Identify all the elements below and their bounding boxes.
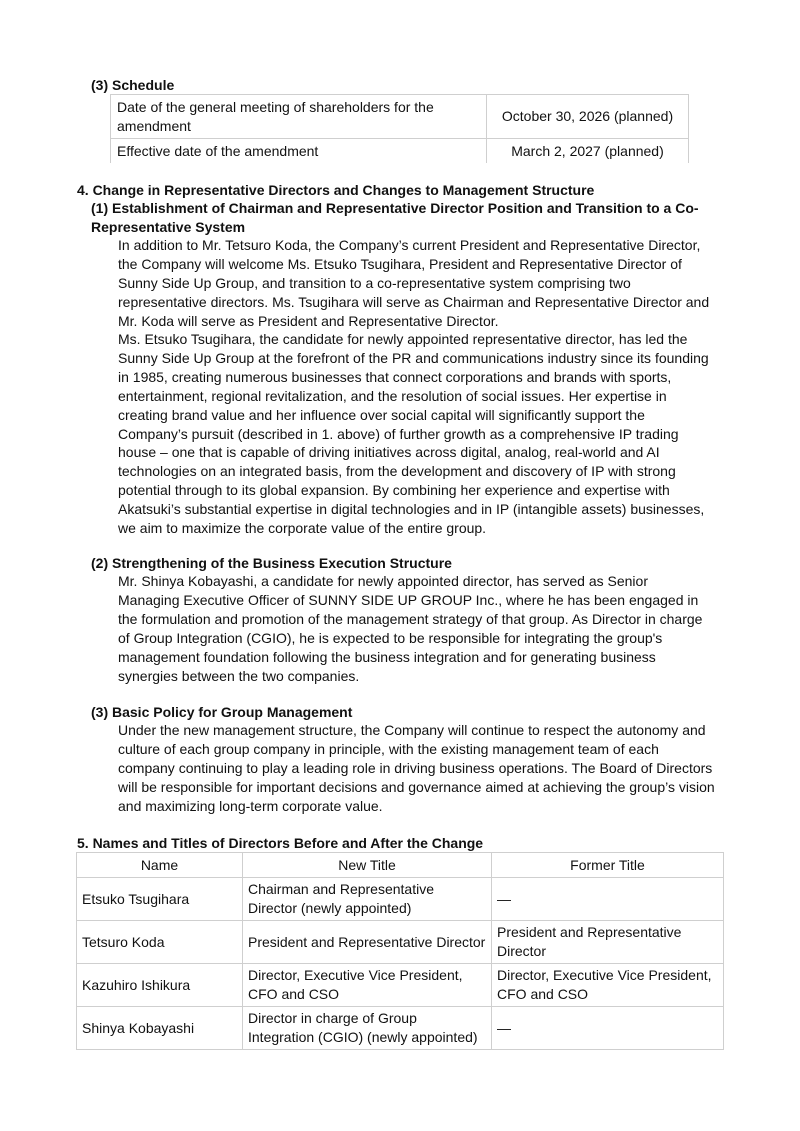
director-former-title: Director, Executive Vice President, CFO and CSO	[492, 964, 724, 1007]
director-new-title: President and Representative Director	[243, 921, 492, 964]
column-header-new-title: New Title	[243, 853, 492, 878]
director-new-title: Director in charge of Group Integration (CGIO) (newly appointed)	[243, 1007, 492, 1050]
subsection-2-heading: (2) Strengthening of the Business Execution Structure	[91, 555, 452, 571]
table-row	[77, 964, 724, 1007]
director-name: Etsuko Tsugihara	[77, 878, 243, 921]
director-former-title: —	[492, 878, 724, 921]
subsection-1-heading: (1) Establishment of Chairman and Representative Director Position and Transition to a Co-Representative System	[91, 200, 699, 235]
table-row	[111, 95, 689, 139]
table-row	[77, 921, 724, 964]
director-former-title: President and Representative Director	[492, 921, 724, 964]
section-4-heading: 4. Change in Representative Directors and Changes to Management Structure	[77, 182, 595, 198]
schedule-value: March 2, 2027 (planned)	[487, 139, 689, 164]
schedule-value: October 30, 2026 (planned)	[487, 95, 689, 139]
director-new-title: Director, Executive Vice President, CFO and CSO	[243, 964, 492, 1007]
director-name: Shinya Kobayashi	[77, 1007, 243, 1050]
directors-table	[76, 852, 724, 1050]
column-header-name: Name	[77, 853, 243, 878]
table-row	[77, 878, 724, 921]
paragraph-co-representative: In addition to Mr. Tetsuro Koda, the Company’s current President and Representative Director, the Company will welcome Ms. Etsuko Tsugihara, President and Representative Director of Sunny Side Up Group, and transition to a co-representative system comprising two representative directors. Ms. Tsugihara will serve as Chairman and Representative Director and Mr. Koda will serve as President and Representative Director.	[118, 237, 710, 329]
director-name: Kazuhiro Ishikura	[77, 964, 243, 1007]
schedule-label: Date of the general meeting of shareholders for the amendment	[111, 95, 487, 139]
paragraph-group-management: Under the new management structure, the Company will continue to respect the autonomy and culture of each group company in principle, with the existing management team of each company continuing to play a leading role in driving business operations. The Board of Directors will be responsible for important decisions and governance aimed at achieving the group’s vision and maximizing long-term corporate value.	[118, 722, 715, 814]
section-5-heading: 5. Names and Titles of Directors Before and After the Change	[77, 835, 484, 851]
table-row	[77, 1007, 724, 1050]
schedule-heading: (3) Schedule	[91, 77, 175, 93]
schedule-table	[110, 94, 689, 163]
subsection-3-heading: (3) Basic Policy for Group Management	[91, 704, 353, 720]
paragraph-business-execution: Mr. Shinya Kobayashi, a candidate for newly appointed director, has served as Senior Managing Executive Officer of SUNNY SIDE UP GROUP Inc., where he has been engaged in the formulation and promotion of the management strategy of that group. As Director in charge of Group Integration (CGIO), he is expected to be responsible for integrating the group's management foundation following the business integration and for generating business synergies between the two companies.	[118, 573, 703, 684]
director-former-title: —	[492, 1007, 724, 1050]
director-new-title: Chairman and Representative Director (newly appointed)	[243, 878, 492, 921]
table-row	[111, 139, 689, 164]
schedule-label: Effective date of the amendment	[111, 139, 487, 164]
table-header-row	[77, 853, 724, 878]
column-header-former-title: Former Title	[492, 853, 724, 878]
paragraph-tsugihara-profile: Ms. Etsuko Tsugihara, the candidate for newly appointed representative director, has led the Sunny Side Up Group at the forefront of the PR and communications industry since its founding in 1985, creating numerous businesses that connect corporations and brands with sports, entertainment, regional revitalization, and the resolution of social issues. Her expertise in creating brand value and her influence over social capital will significantly support the Company’s pursuit (described in 1. above) of further growth as a comprehensive IP trading house – one that is capable of driving initiatives across digital, analog, real-world and AI technologies on an integrated basis, from the development and discovery of IP with strong potential through to its global expansion. By combining her experience and expertise with Akatsuki’s substantial expertise in digital technologies and in IP (intangible assets) businesses, we aim to maximize the corporate value of the entire group.	[118, 331, 709, 537]
director-name: Tetsuro Koda	[77, 921, 243, 964]
